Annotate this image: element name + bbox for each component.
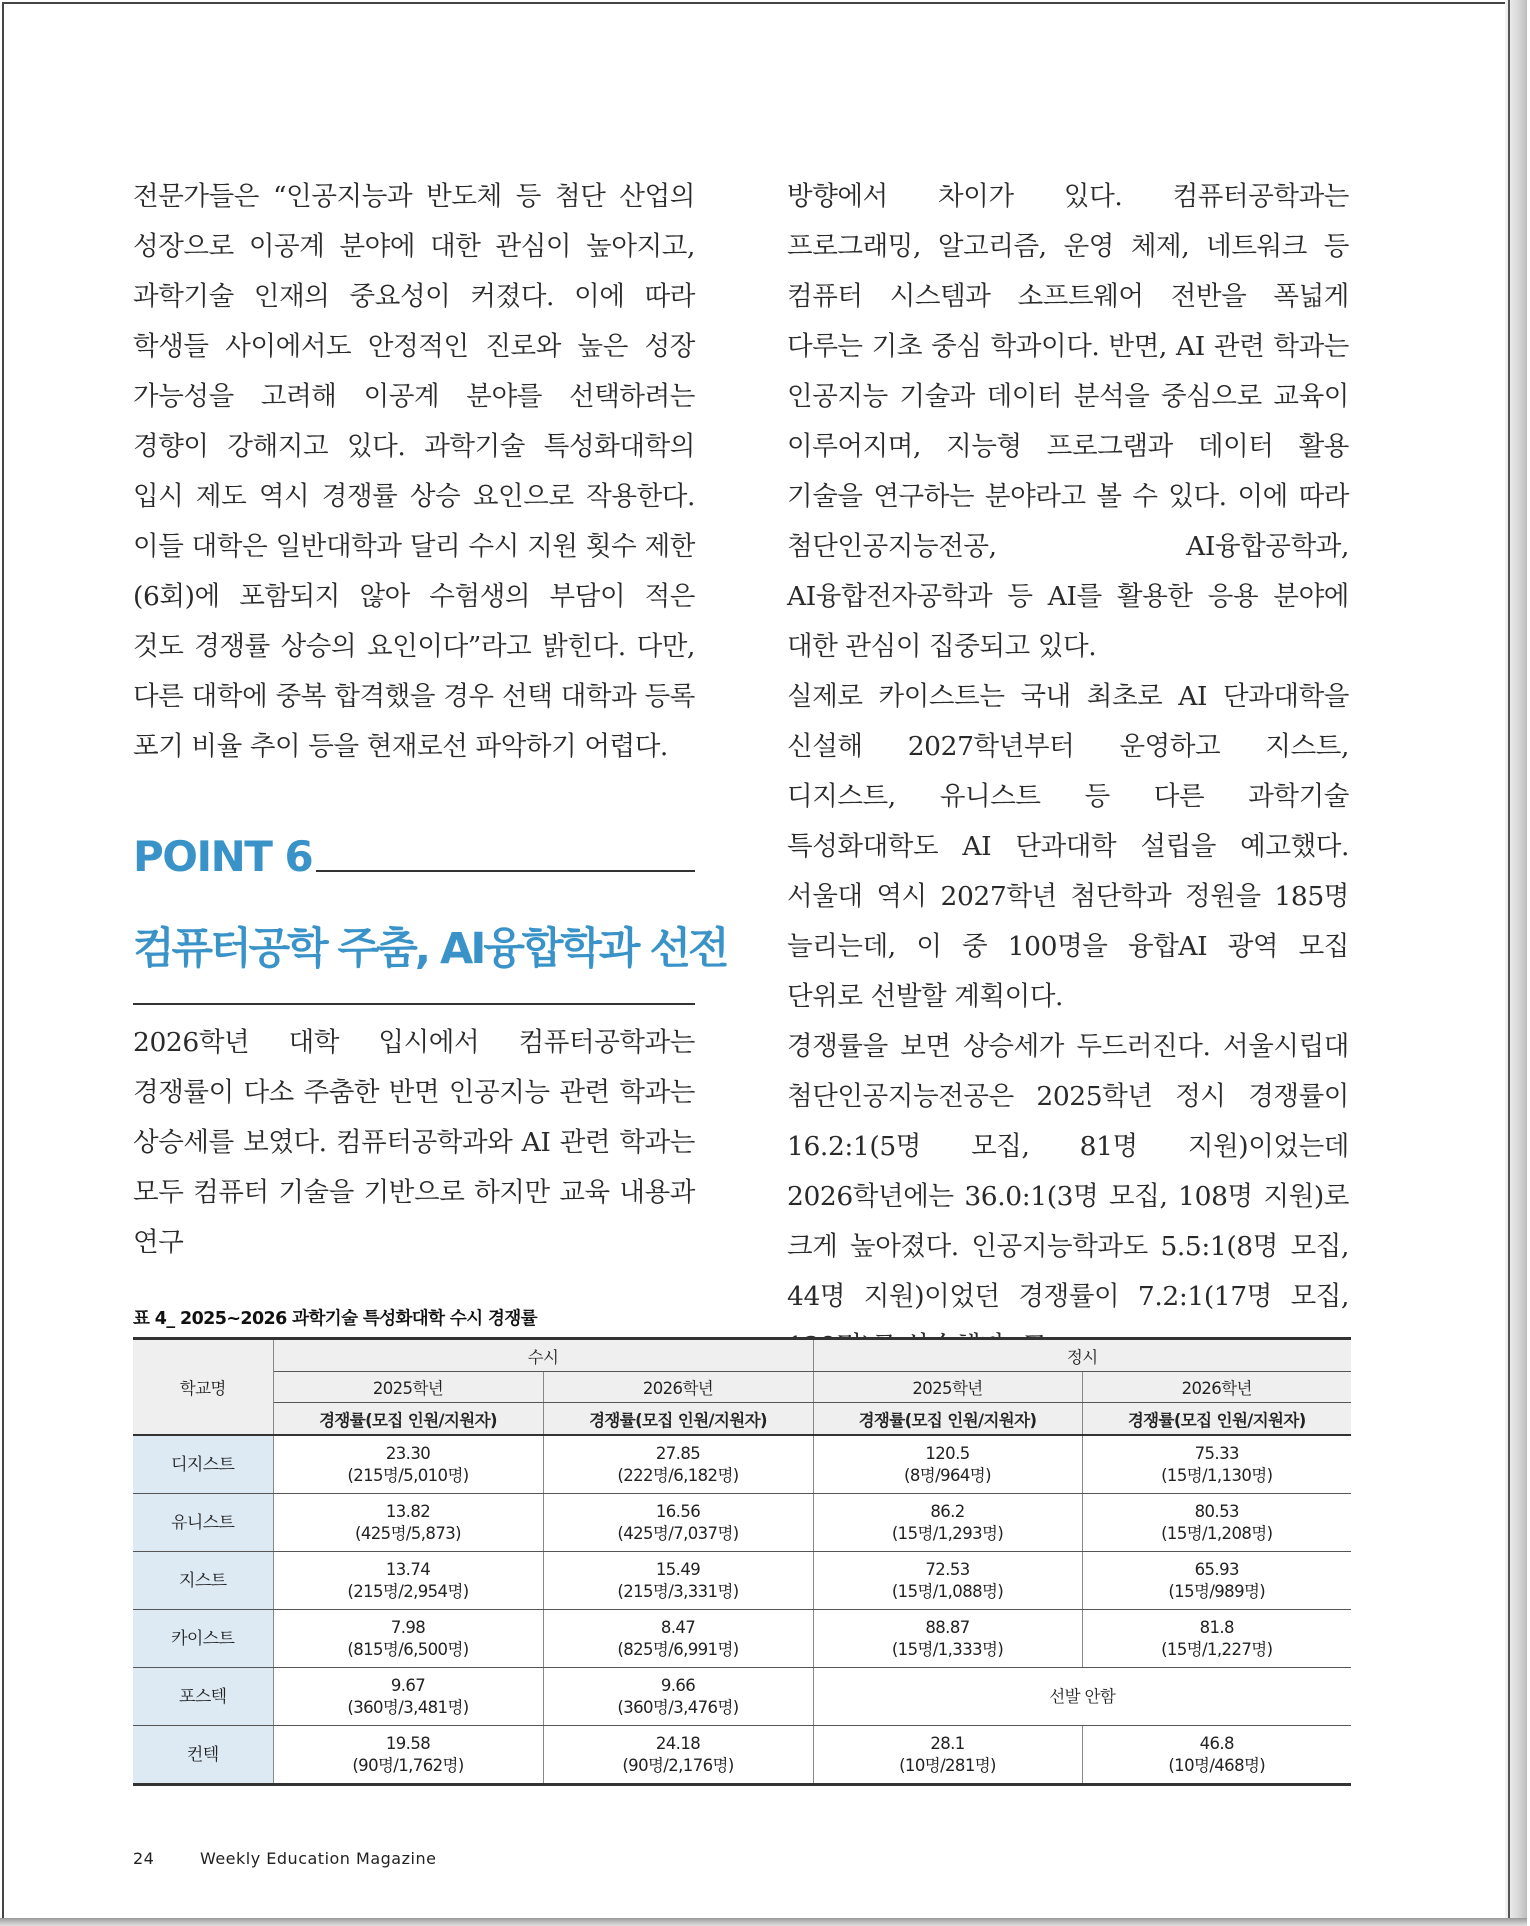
rate-value: 8.47 bbox=[660, 1617, 696, 1637]
table-cell bbox=[1082, 1435, 1351, 1494]
point-divider bbox=[316, 870, 695, 872]
table-row bbox=[133, 1494, 1351, 1552]
right-paragraph-2: 실제로 카이스트는 국내 최초로 AI 단과대학을 신설해 2027학년부터 운영하고 지스트, 디지스트, 유니스트 등 다른 과학기술 특성화대학도 AI 단과대학 설립을 예고했다. 서울대 역시 2027학년 첨단학과 정원을 185명 늘리는데, 이 중 100명을 융합AI 광역 모집 단위로 선발할 계획이다. bbox=[787, 681, 1349, 1012]
left-column-bottom bbox=[133, 1018, 695, 1268]
rate-detail: (222명/6,182명) bbox=[617, 1465, 739, 1485]
school-name: 유니스트 bbox=[133, 1494, 273, 1552]
table-cell bbox=[1082, 1494, 1351, 1552]
jeongsi-not-selected: 선발 안함 bbox=[813, 1668, 1351, 1726]
rate-value: 27.85 bbox=[655, 1443, 701, 1463]
rate-value: 9.66 bbox=[660, 1675, 696, 1695]
rate-value: 24.18 bbox=[655, 1733, 701, 1753]
rate-detail: (825명/6,991명) bbox=[617, 1639, 739, 1659]
school-name: 포스텍 bbox=[133, 1668, 273, 1726]
rate-detail: (10명/468명) bbox=[1168, 1755, 1266, 1775]
school-name: 지스트 bbox=[133, 1552, 273, 1610]
rate-value: 7.98 bbox=[390, 1617, 426, 1637]
left-paragraph-2: 2026학년 대학 입시에서 컴퓨터공학과는 경쟁률이 다소 주춤한 반면 인공지능 관련 학과는 상승세를 보였다. 컴퓨터공학과와 AI 관련 학과는 모두 컴퓨터 기술을 기반으로 하지만 교육 내용과 연구 bbox=[133, 1027, 695, 1258]
table-cell bbox=[1082, 1552, 1351, 1610]
susi-year-2025: 2025학년 bbox=[273, 1372, 543, 1403]
table-cell bbox=[543, 1726, 813, 1785]
metric-header: 경쟁률(모집 인원/지원자) bbox=[813, 1403, 1082, 1436]
rate-value: 75.33 bbox=[1194, 1443, 1239, 1463]
table-caption: 표 4_ 2025~2026 과학기술 특성화대학 수시 경쟁률 bbox=[133, 1309, 537, 1329]
right-column bbox=[787, 172, 1349, 1372]
jeongsi-year-2026: 2026학년 bbox=[1082, 1372, 1351, 1403]
table-cell bbox=[813, 1435, 1082, 1494]
magazine-name: Weekly Education Magazine bbox=[199, 1849, 437, 1868]
table-cell bbox=[273, 1610, 543, 1668]
left-paragraph-1: 전문가들은 “인공지능과 반도체 등 첨단 산업의 성장으로 이공계 분야에 대한 관심이 높아지고, 과학기술 인재의 중요성이 커졌다. 이에 따라 학생들 사이에서도 안정적인 진로와 높은 성장 가능성을 고려해 이공계 분야를 선택하려는 경향이 강해지고 있다. 과학기술 특성화대학의 입시 제도 역시 경쟁률 상승 요인으로 작용한다. 이들 대학은 일반대학과 달리 수시 지원 횟수 제한(6회)에 포함되지 않아 수험생의 부담이 적은 것도 경쟁률 상승의 요인이다”라고 밝힌다. 다만, 다른 대학에 중복 합격했을 경우 선택 대학과 등록 포기 비율 추이 등을 현재로선 파악하기 어렵다. bbox=[133, 181, 695, 762]
rate-detail: (215명/5,010명) bbox=[347, 1465, 469, 1485]
rate-detail: (15명/1,333명) bbox=[891, 1639, 1004, 1659]
metric-header: 경쟁률(모집 인원/지원자) bbox=[543, 1403, 813, 1436]
metric-header: 경쟁률(모집 인원/지원자) bbox=[1082, 1403, 1351, 1436]
table-cell bbox=[273, 1552, 543, 1610]
rate-detail: (8명/964명) bbox=[904, 1465, 991, 1485]
page-edge-bottom bbox=[0, 1918, 1527, 1926]
rate-detail: (90명/1,762명) bbox=[352, 1755, 464, 1775]
rate-value: 9.67 bbox=[390, 1675, 426, 1695]
rate-detail: (90명/2,176명) bbox=[622, 1755, 734, 1775]
point-heading bbox=[133, 832, 695, 892]
right-paragraph-3: 경쟁률을 보면 상승세가 두드러진다. 서울시립대 첨단인공지능전공은 2025학년 정시 경쟁률이 16.2:1(5명 모집, 81명 지원)이었는데 2026학년에는 36.0:1(3명 모집, 108명 지원)로 크게 높아졌다. 인공지능학과도 5.5:1(8명 모집, 44명 지원)이었던 경쟁률이 7.2:1(17명 모집, bbox=[787, 1031, 1349, 1312]
table-cell bbox=[273, 1435, 543, 1494]
rate-detail: (10명/281명) bbox=[899, 1755, 996, 1775]
table-cell bbox=[813, 1552, 1082, 1610]
rate-detail: (425명/5,873) bbox=[355, 1523, 461, 1543]
rate-value: 15.49 bbox=[655, 1559, 701, 1579]
susi-header: 수시 bbox=[273, 1339, 813, 1372]
rate-value: 120.5 bbox=[925, 1443, 970, 1463]
section-divider bbox=[133, 1003, 695, 1005]
jeongsi-year-2025: 2025학년 bbox=[813, 1372, 1082, 1403]
jeongsi-header: 정시 bbox=[813, 1339, 1351, 1372]
right-paragraph-1: 방향에서 차이가 있다. 컴퓨터공학과는 프로그래밍, 알고리즘, 운영 체제, 네트워크 등 컴퓨터 시스템과 소프트웨어 전반을 폭넓게 다루는 기초 중심 학과이다. 반면, AI 관련 학과는 인공지능 기술과 데이터 분석을 중심으로 교육이 이루어지며, 지능형 프로그램과 데이터 활용 기술을 연구하는 분야라고 볼 수 있다. 이에 따라 첨단인공지능전공, AI융합공학과, AI융합전자공학과 등 AI를 활용한 응용 분야에 대한 관심이 집중되고 있다. bbox=[787, 181, 1349, 662]
rate-value: 72.53 bbox=[925, 1559, 970, 1579]
table-cell bbox=[543, 1668, 813, 1726]
table-row bbox=[133, 1726, 1351, 1785]
rate-detail: (15명/1,088명) bbox=[891, 1581, 1004, 1601]
rate-detail: (15명/1,208명) bbox=[1161, 1523, 1273, 1543]
rate-value: 88.87 bbox=[925, 1617, 970, 1637]
rate-value: 81.8 bbox=[1199, 1617, 1234, 1637]
table-cell bbox=[543, 1435, 813, 1494]
rate-value: 65.93 bbox=[1194, 1559, 1239, 1579]
table-cell bbox=[1082, 1610, 1351, 1668]
section-title: 컴퓨터공학 주춤, AI융합학과 선전 bbox=[133, 924, 727, 974]
rate-detail: (15명/1,130명) bbox=[1161, 1465, 1273, 1485]
rate-detail: (360명/3,481명) bbox=[347, 1697, 469, 1717]
school-header: 학교명 bbox=[133, 1339, 273, 1436]
table-cell bbox=[273, 1494, 543, 1552]
metric-header: 경쟁률(모집 인원/지원자) bbox=[273, 1403, 543, 1436]
table-cell bbox=[813, 1726, 1082, 1785]
table-cell bbox=[543, 1610, 813, 1668]
rate-detail: (215명/2,954명) bbox=[347, 1581, 469, 1601]
page-edge-line bbox=[1508, 0, 1510, 1926]
school-name: 컨텍 bbox=[133, 1726, 273, 1785]
school-name: 디지스트 bbox=[133, 1435, 273, 1494]
point-label: POINT 6 bbox=[133, 832, 313, 881]
rate-value: 13.74 bbox=[385, 1559, 431, 1579]
rate-detail: (360명/3,476명) bbox=[617, 1697, 739, 1717]
table-cell bbox=[273, 1726, 543, 1785]
left-column-top bbox=[133, 172, 695, 772]
rate-detail: (15명/1,227명) bbox=[1161, 1639, 1273, 1659]
rate-value: 28.1 bbox=[930, 1733, 965, 1753]
page-footer bbox=[133, 1849, 436, 1868]
rate-value: 86.2 bbox=[930, 1501, 965, 1521]
table-row bbox=[133, 1435, 1351, 1494]
rate-detail: (15명/1,293명) bbox=[891, 1523, 1004, 1543]
table-cell bbox=[1082, 1726, 1351, 1785]
rate-value: 80.53 bbox=[1194, 1501, 1239, 1521]
rate-value: 19.58 bbox=[385, 1733, 431, 1753]
table-row bbox=[133, 1552, 1351, 1610]
susi-year-2026: 2026학년 bbox=[543, 1372, 813, 1403]
table-cell bbox=[813, 1494, 1082, 1552]
school-name: 카이스트 bbox=[133, 1610, 273, 1668]
rate-value: 46.8 bbox=[1199, 1733, 1234, 1753]
table-cell bbox=[543, 1552, 813, 1610]
rate-detail: (215명/3,331명) bbox=[617, 1581, 739, 1601]
table-row bbox=[133, 1668, 1351, 1726]
table-cell bbox=[813, 1610, 1082, 1668]
table-cell bbox=[543, 1494, 813, 1552]
rate-detail: (15명/989명) bbox=[1168, 1581, 1266, 1601]
table-cell bbox=[273, 1668, 543, 1726]
competition-rate-table bbox=[133, 1337, 1351, 1786]
table-row bbox=[133, 1610, 1351, 1668]
page-number: 24 bbox=[133, 1849, 155, 1868]
rate-value: 13.82 bbox=[385, 1501, 431, 1521]
rate-detail: (425명/7,037명) bbox=[617, 1523, 739, 1543]
rate-value: 16.56 bbox=[655, 1501, 701, 1521]
rate-value: 23.30 bbox=[385, 1443, 431, 1463]
rate-detail: (815명/6,500명) bbox=[347, 1639, 469, 1659]
